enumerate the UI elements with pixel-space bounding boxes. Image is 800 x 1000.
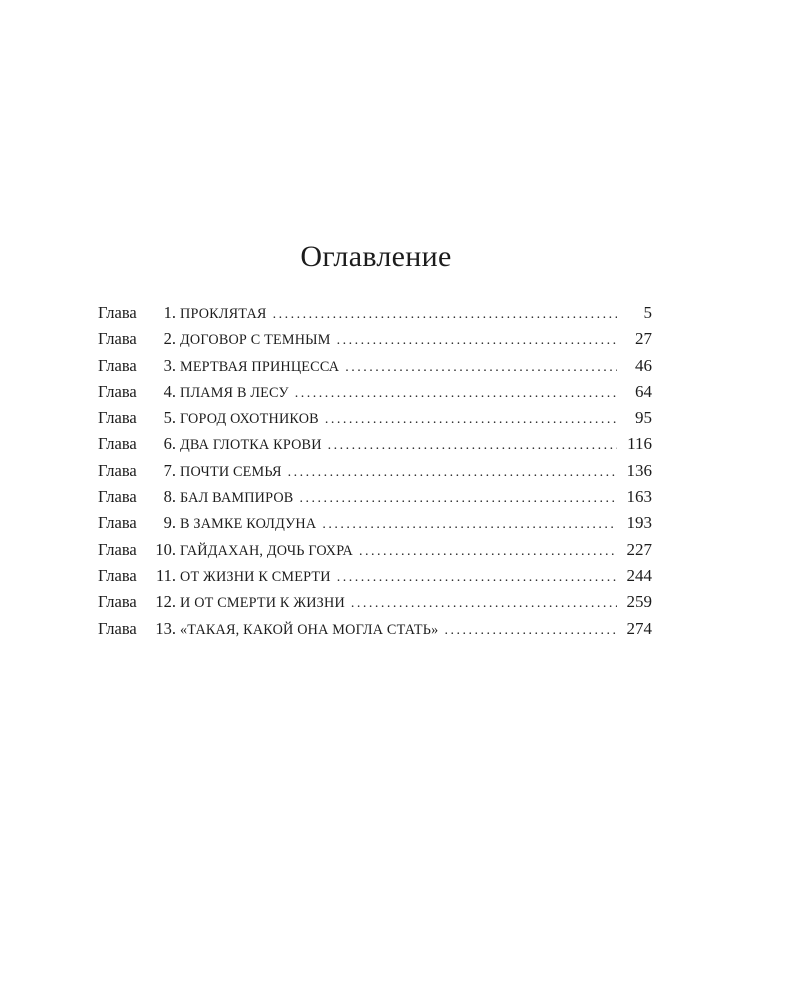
page-number: 244: [626, 565, 652, 585]
toc-entry-chapter-7[interactable]: [98, 461, 652, 487]
page-number: 193: [626, 513, 652, 533]
chapter-number: 11.: [155, 565, 176, 585]
dot-leader: [295, 386, 617, 402]
chapter-word: Глава: [98, 513, 137, 533]
dot-leader: [328, 438, 617, 454]
page-number: 163: [626, 487, 652, 507]
chapter-number: 1.: [163, 303, 176, 322]
dot-leader: [359, 544, 617, 560]
chapter-number: 6.: [163, 434, 176, 454]
dot-leader: [345, 360, 617, 376]
chapter-title: И ОТ СМЕРТИ К ЖИЗНИ: [180, 595, 345, 612]
page-number: 27: [635, 329, 652, 349]
chapter-title: ГОРОД ОХОТНИКОВ: [180, 411, 319, 428]
page-number: 95: [635, 408, 652, 428]
chapter-word: Глава: [98, 381, 137, 401]
chapter-word: Глава: [98, 460, 137, 480]
dot-leader: [337, 333, 617, 349]
page-number: 64: [635, 381, 652, 401]
chapter-title: ДОГОВОР С ТЕМНЫМ: [180, 332, 331, 349]
table-of-contents: [98, 303, 652, 645]
page-number: 136: [626, 460, 652, 480]
page-number: 116: [627, 434, 652, 454]
toc-entry-chapter-1[interactable]: [98, 303, 652, 329]
toc-entry-chapter-10[interactable]: [98, 540, 652, 566]
page-number: 259: [626, 592, 652, 612]
chapter-title: ОТ ЖИЗНИ К СМЕРТИ: [180, 568, 331, 585]
chapter-title: «ТАКАЯ, КАКОЙ ОНА МОГЛА СТАТЬ»: [180, 621, 439, 638]
chapter-title: ДВА ГЛОТКА КРОВИ: [180, 437, 322, 454]
toc-entry-chapter-12[interactable]: [98, 592, 652, 618]
page-number: 46: [635, 355, 652, 375]
chapter-word: Глава: [98, 434, 137, 454]
toc-entry-chapter-8[interactable]: [98, 487, 652, 513]
dot-leader: [299, 491, 617, 507]
toc-entry-chapter-11[interactable]: [98, 566, 652, 592]
chapter-title: ПЛАМЯ В ЛЕСУ: [180, 384, 289, 401]
chapter-number: 3.: [163, 355, 176, 375]
chapter-title: ПОЧТИ СЕМЬЯ: [180, 463, 282, 480]
chapter-word: Глава: [98, 487, 137, 507]
chapter-word: Глава: [98, 329, 137, 349]
chapter-number: 12.: [155, 592, 176, 612]
dot-leader: [351, 596, 617, 612]
dot-leader: [288, 465, 617, 481]
chapter-number: 4.: [163, 381, 176, 401]
chapter-word: Глава: [98, 355, 137, 375]
toc-entry-chapter-9[interactable]: [98, 513, 652, 539]
chapter-number: 9.: [163, 513, 176, 533]
chapter-number: 13.: [155, 618, 176, 638]
dot-leader: [337, 570, 617, 586]
page-title: Оглавление: [300, 240, 452, 273]
page-number: 274: [626, 618, 652, 638]
toc-entry-chapter-13[interactable]: [98, 619, 652, 645]
chapter-title: ПРОКЛЯТАЯ: [180, 306, 267, 322]
page-number: 5: [643, 303, 652, 322]
dot-leader: [325, 412, 617, 428]
chapter-number: 10.: [155, 539, 176, 559]
toc-entry-chapter-4[interactable]: [98, 382, 652, 408]
chapter-title: МЕРТВАЯ ПРИНЦЕССА: [180, 358, 340, 375]
chapter-word: Глава: [98, 618, 137, 638]
chapter-word: Глава: [98, 303, 137, 322]
dot-leader: [273, 307, 617, 323]
chapter-number: 5.: [163, 408, 176, 428]
chapter-title: БАЛ ВАМПИРОВ: [180, 490, 294, 507]
toc-entry-chapter-6[interactable]: [98, 434, 652, 460]
chapter-word: Глава: [98, 565, 137, 585]
page-number: 227: [626, 539, 652, 559]
chapter-title: В ЗАМКЕ КОЛДУНА: [180, 516, 317, 533]
chapter-number: 2.: [163, 329, 176, 349]
chapter-word: Глава: [98, 408, 137, 428]
chapter-number: 7.: [163, 460, 176, 480]
chapter-number: 8.: [163, 487, 176, 507]
chapter-word: Глава: [98, 539, 137, 559]
chapter-word: Глава: [98, 592, 137, 612]
toc-entry-chapter-2[interactable]: [98, 329, 652, 355]
toc-entry-chapter-5[interactable]: [98, 408, 652, 434]
toc-entry-chapter-3[interactable]: [98, 356, 652, 382]
chapter-title: ГАЙДАХАН, ДОЧЬ ГОХРА: [180, 542, 353, 559]
dot-leader: [444, 623, 617, 639]
dot-leader: [322, 517, 617, 533]
